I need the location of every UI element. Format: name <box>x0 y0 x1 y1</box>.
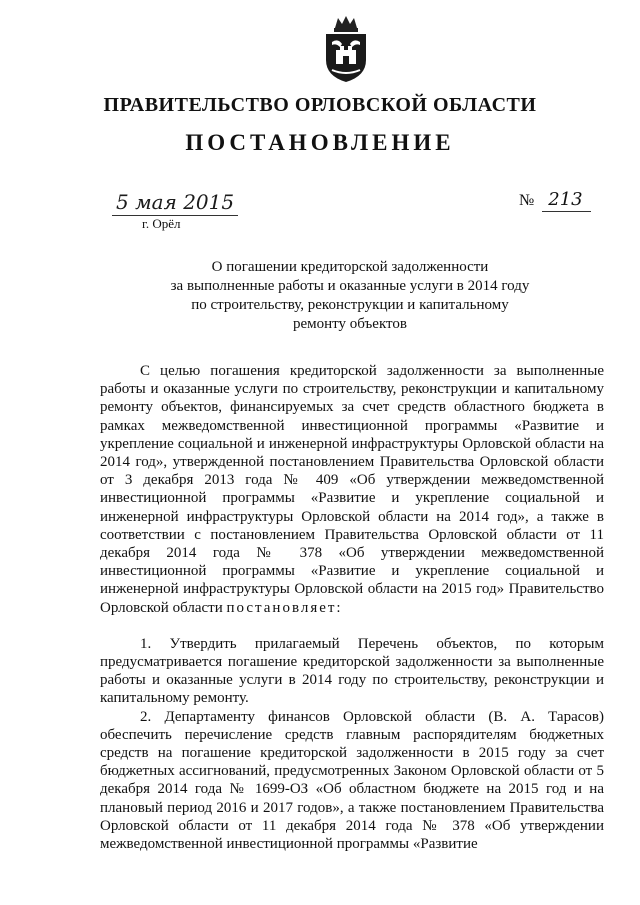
resolves-word: постановляет: <box>226 599 343 616</box>
handwritten-number: 213 <box>542 189 590 212</box>
preamble-paragraph <box>100 362 604 617</box>
number-label: № <box>519 192 535 209</box>
document-body <box>100 362 604 853</box>
subject-line: по строительству, реконструкции и капитальному <box>191 297 509 313</box>
preamble-text: С целью погашения кредиторской задолженности за выполненные работы и оказанные услуги по строительству, реконструкции и капитальному ремонту объектов, финансируемых за счет средств областного бюджета в рамках межведомственной инвестиционной программы «Развитие и укрепление социальной и инженерной инфраструктуры Орловской области на 2014 год», утвержденной постановлением Правительства Орловской области от 3 декабря 2013 года № 409 «Об утверждении межведомственной инвестиционной программы «Развитие и укрепление социальной и инженерной инфраструктуры Орловской области на 2014 год», а также в соответствии с постановлением Правительства Орловской области от 11 декабря 2014 года № 378 «Об утверждении межведомственной инвестиционной программы «Развитие и укрепление социальной и инженерной инфраструктуры Орловской области на 2015 год» Правительство Орловской области <box>100 363 604 616</box>
subject-line: за выполненные работы и оказанные услуги в 2014 году <box>170 278 530 294</box>
document-subject <box>150 258 550 334</box>
clause-1: 1. Утвердить прилагаемый Перечень объектов, по которым предусматривается погашение кредиторской задолженности за выполненные работы и оказанные услуги в 2014 году по строительству, реконструкции и капитальному ремонту. <box>100 635 604 707</box>
handwritten-date: 5 мая 2015 <box>112 190 238 216</box>
subject-line: О погашении кредиторской задолженности <box>211 259 489 275</box>
clause-2: 2. Департаменту финансов Орловской области (В. А. Тарасов) обеспечить перечисление средств главным распорядителям бюджетных средств на погашение кредиторской задолженности в 2015 году за счет бюджетных ассигнований, предусмотренных Законом Орловской области от 5 декабря 2014 года № 1699-ОЗ «Об областном бюджете на 2015 год и на плановый период 2016 и 2017 годов», а также постановлением Правительства Орловской области от 11 декабря 2014 года № 378 «Об утверждении межведомственной инвестиционной программы «Развитие <box>100 708 604 853</box>
document-type: ПОСТАНОВЛЕНИЕ <box>185 130 455 155</box>
government-title: ПРАВИТЕЛЬСТВО ОРЛОВСКОЙ ОБЛАСТИ <box>103 94 537 116</box>
orel-coat-of-arms-icon <box>318 14 374 84</box>
city-label: г. Орёл <box>142 216 181 231</box>
document-number <box>519 189 591 212</box>
subject-line: ремонту объектов <box>293 316 407 332</box>
